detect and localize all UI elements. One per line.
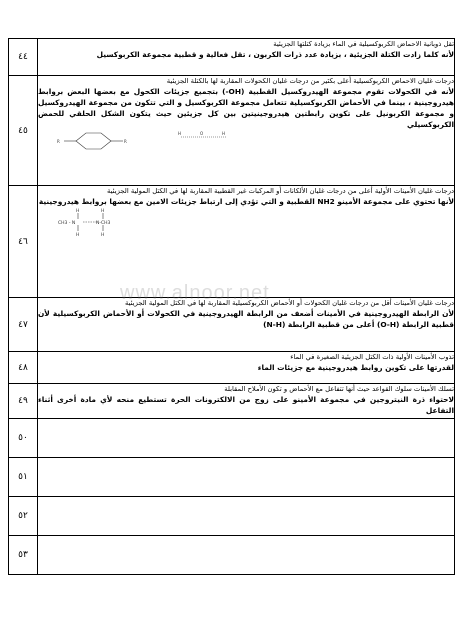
svg-text:H: H: [76, 233, 80, 237]
question-text: تقل ذوبانية الاحماض الكربوكسيلية في الماء بزيادة كتلتها الجزيئية: [273, 40, 454, 48]
question-answer-table-wrapper: [8, 38, 455, 560]
site-watermark: www.alnoor.net: [120, 282, 270, 304]
row-number: ٤٤: [9, 39, 38, 76]
answer-text: لأنه كلما زادت الكتلة الجزيئية ، بزيادة عدد ذرات الكربون ، تقل فعالية و قطبية مجموعة الكربوكسيل: [96, 50, 454, 59]
answer-text: لأنه في الكحولات تقوم مجموعة الهيدروكسيل القطبية (OH-) بتجميع جزيئات الكحول مع بعضها البعض بروابط هيدروجينية ، بينما في الأحماض الكربوكسيلية تتعامل مجموعة الكربوكسيل و التي تتكون من مجموعة الهيدروكسيل و مجموعة الكربونيل على تكوين رابطتين هيدروجينيتين بين كل جزيئين حيث يتكون الشكل الحلقي للحمض الكربوكسيلي: [38, 87, 454, 129]
table-row: [9, 186, 455, 298]
table-row-empty: [9, 497, 455, 536]
row-content: [38, 39, 455, 76]
svg-text:R: R: [124, 139, 127, 144]
hydrogen-bond-diagrams: [38, 130, 454, 152]
amine-hbond-diagram: [38, 207, 454, 237]
svg-text:O: O: [200, 131, 204, 136]
svg-text:H: H: [76, 209, 80, 214]
table-row: [9, 76, 455, 186]
table-row-empty: [9, 458, 455, 497]
row-number: ٥٢: [9, 497, 38, 536]
amine-formula-right: H: [101, 233, 105, 237]
svg-text:H: H: [101, 209, 105, 214]
row-content: [38, 298, 455, 352]
question-text: درجات غليان الاحماض الكربوكسيلية أعلى بكثير من درجات غليان الكحولات المقاربة لها بالكتلة الجزيئية: [166, 77, 454, 85]
answer-text: لاحتواء ذرة النيتروجين في مجموعة الأمينو على زوج من الالكترونات الحرة تستطيع منحه لأي مادة أخرى أثناء التفاعل: [38, 395, 454, 415]
svg-text:H: H: [178, 131, 182, 136]
row-number: ٥٠: [9, 419, 38, 458]
carboxylic-dimer-diagram: [56, 130, 146, 152]
svg-text:H: H: [222, 131, 226, 136]
question-text: درجات غليان الأمينات أقل من درجات غليان الكحولات أو الأحماض الكربوكسيلية المقاربة لها في الكتل المولية الجزيئية: [124, 299, 454, 307]
row-number: ٥٣: [9, 536, 38, 575]
question-text: تذوب الأمينات الأولية ذات الكتل الجزيئية الصغيرة في الماء: [290, 353, 454, 361]
table-row: [9, 384, 455, 419]
svg-text:R: R: [57, 139, 60, 144]
answer-text: لأنها تحتوي على مجموعة الأمينو NH2 القطبية و التي تؤدي إلى ارتباط جزيئات الامين مع بعضها بروابط هيدروجينية: [38, 197, 454, 206]
table-row: [9, 298, 455, 352]
svg-text:N-CH3: N-CH3: [96, 221, 111, 226]
row-number: ٤٥: [9, 76, 38, 186]
row-number: ٤٨: [9, 352, 38, 384]
row-number: ٤٧: [9, 298, 38, 352]
question-text: درجات غليان الأمينات الأولية أعلى من درجات غليان الألكانات أو المركبات غير القطبية المقاربة لها في الكتل المولية الجزيئية: [106, 187, 454, 195]
alcohol-hbond-diagram: [176, 130, 231, 144]
row-content: [38, 76, 455, 186]
question-answer-table: [8, 38, 455, 575]
row-content: [38, 419, 455, 458]
amine-structure-diagram: [56, 207, 126, 237]
question-text: تسلك الأمينات سلوك القواعد حيث أنها تتفاعل مع الأحماض و تكون الأملاح المقابلة: [224, 385, 454, 393]
row-content: [38, 497, 455, 536]
answer-text: لأن الرابطة الهيدروجينية في الأمينات أضعف من الرابطة الهيدروجينية في الكحولات أو الأحماض الكربوكسيلية لأن قطبية الرابطة (O-H) أعلى من قطبية الرابطة (N-H): [38, 309, 454, 329]
table-row-empty: [9, 536, 455, 575]
table-row-empty: [9, 419, 455, 458]
row-content: [38, 384, 455, 419]
answer-text: لقدرتها على تكوين روابط هيدروجينية مع جزيئات الماء: [257, 363, 454, 372]
row-content: [38, 458, 455, 497]
table-row: [9, 352, 455, 384]
row-number: ٤٩: [9, 384, 38, 419]
row-number: ٥١: [9, 458, 38, 497]
row-content: [38, 352, 455, 384]
table-row: [9, 39, 455, 76]
row-content: [38, 186, 455, 298]
row-content: [38, 536, 455, 575]
row-number: ٤٦: [9, 186, 38, 298]
amine-formula-left: CH3 - N: [58, 221, 76, 226]
